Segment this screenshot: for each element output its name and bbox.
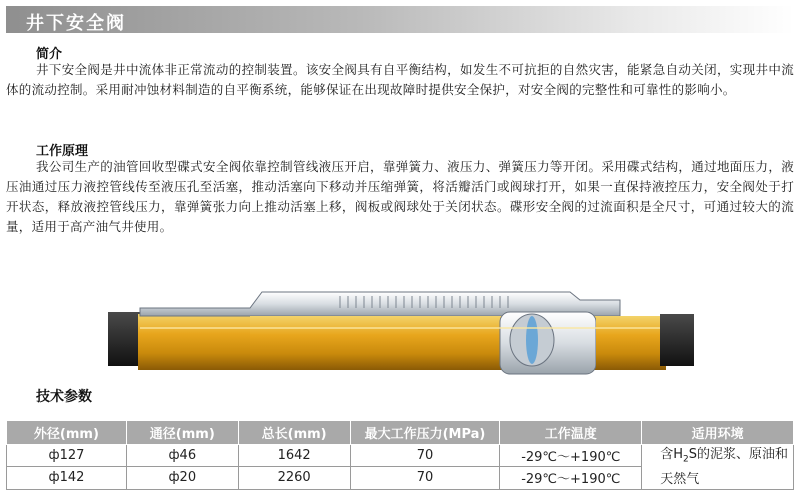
- col-header-id: 通径(mm): [126, 421, 238, 445]
- cell-temperature: -29℃～+190℃: [500, 467, 642, 489]
- env-subscript: 2: [682, 454, 689, 465]
- safety-valve-illustration: [100, 276, 700, 380]
- cell-pressure: 70: [350, 445, 500, 467]
- env-prefix: 含H: [660, 447, 683, 462]
- col-header-environment: 适用环境: [642, 421, 794, 445]
- left-body-section: [138, 314, 258, 370]
- principle-heading: 工作原理: [36, 144, 89, 159]
- principle-paragraph: 我公司生产的油管回收型碟式安全阀依靠控制管线液压开启，靠弹簧力、液压力、弹簧压力等开闭。采用碟式结构，通过地面压力，液压油通过压力液控管线传至液压孔至活塞，推动活塞向下移动并压缩弹簧，将活瓣活门或阀球打开，如果一直保持液控压力，安全阀处于打开状态，释放液控管线压力，靠弹簧张力向上推动活塞上移，阀板或阀球处于关闭状态。碟形安全阀的过流面积是全尺寸，可通过较大的流量，适用于高产油气井使用。: [6, 159, 794, 234]
- spec-table: [6, 420, 794, 490]
- cell-od: ф127: [7, 445, 127, 467]
- cell-id: ф20: [126, 467, 238, 489]
- col-header-pressure: 最大工作压力(MPa): [350, 421, 500, 445]
- cell-od: ф142: [7, 467, 127, 489]
- right-body-section: [596, 316, 666, 370]
- title-bar: [6, 6, 794, 33]
- col-header-temperature: 工作温度: [500, 421, 642, 445]
- col-header-length: 总长(mm): [238, 421, 350, 445]
- intro-paragraph: 井下安全阀是井中流体非正常流动的控制装置。该安全阀具有自平衡结构，如发生不可抗拒的自然灾害，能紧急自动关闭，实现井中流体的流动控制。采用耐冲蚀材料制造的自平衡系统，能够保证在出现故障时提供安全保护，对安全阀的完整性和可靠性的影响小。: [6, 62, 794, 97]
- cell-environment: [642, 445, 794, 490]
- right-thread-end: [660, 314, 694, 366]
- params-heading: 技术参数: [36, 389, 92, 405]
- table-row: [7, 445, 794, 467]
- intro-heading: 简介: [36, 47, 63, 62]
- cell-id: ф46: [126, 445, 238, 467]
- table-header-row: [7, 421, 794, 445]
- cell-length: 2260: [238, 467, 350, 489]
- cell-pressure: 70: [350, 467, 500, 489]
- cell-length: 1642: [238, 445, 350, 467]
- flapper-seal: [526, 316, 538, 364]
- col-header-od: 外径(mm): [7, 421, 127, 445]
- safety-valve-drawing: [100, 276, 700, 380]
- cell-temperature: -29℃～+190℃: [500, 445, 642, 467]
- env-suffix: S的泥浆、原油和天然气: [660, 447, 788, 487]
- left-thread-end: [108, 312, 142, 366]
- page-title: 井下安全阀: [26, 13, 126, 34]
